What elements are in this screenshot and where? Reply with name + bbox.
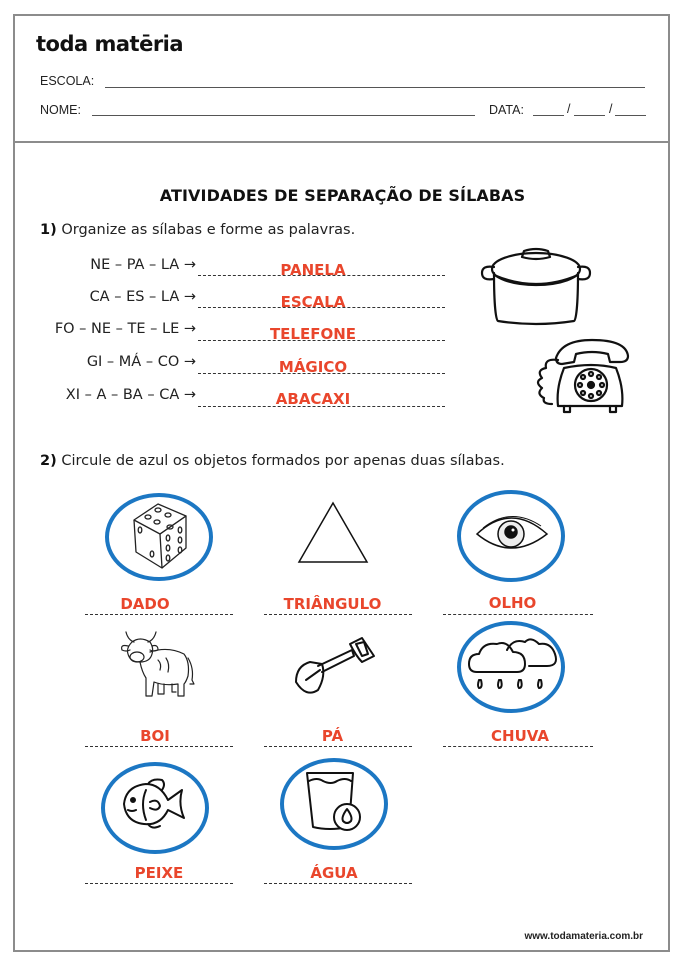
- question-text: Organize as sílabas e forme as palavras.: [61, 222, 356, 238]
- date-label: DATA:: [489, 103, 524, 117]
- answer-word: BOI: [140, 727, 170, 745]
- question-2: [40, 453, 505, 469]
- school-field[interactable]: [105, 87, 645, 88]
- question-number: 1): [40, 222, 57, 238]
- answer-line[interactable]: [85, 614, 233, 615]
- answer-line[interactable]: [264, 883, 412, 884]
- answer-word: MÁGICO: [278, 358, 348, 376]
- triangle-icon: [296, 500, 370, 566]
- answer-line[interactable]: [85, 746, 233, 747]
- rotary-telephone-icon: [532, 338, 632, 414]
- date-year-field[interactable]: [615, 115, 646, 116]
- glass-of-water-icon: [305, 769, 367, 835]
- answer-word: CHUVA: [491, 727, 549, 745]
- syllables: XI – A – BA – CA →: [65, 387, 196, 403]
- question-text: Circule de azul os objetos formados por apenas duas sílabas.: [61, 453, 505, 469]
- answer-word: PEIXE: [134, 864, 184, 882]
- syllables: FO – NE – TE – LE →: [54, 321, 196, 337]
- rain-clouds-icon: [467, 636, 559, 698]
- cooking-pot-icon: [478, 245, 594, 327]
- fish-icon: [120, 776, 190, 832]
- answer-word: OLHO: [488, 594, 537, 612]
- syllables: NE – PA – LA →: [90, 257, 196, 273]
- date-month-field[interactable]: [574, 115, 605, 116]
- syllables: CA – ES – LA →: [89, 289, 196, 305]
- answer-word: DADO: [120, 595, 170, 613]
- footer-url[interactable]: www.todamateria.com.br: [524, 931, 643, 942]
- answer-word: PÁ: [321, 727, 344, 745]
- header-divider: [13, 141, 670, 143]
- name-label: NOME:: [40, 103, 81, 117]
- logo: toda matēria: [36, 32, 184, 56]
- answer-line[interactable]: [443, 746, 593, 747]
- answer-word: ESCALA: [280, 293, 346, 311]
- eye-icon: [475, 510, 549, 556]
- name-field[interactable]: [92, 115, 475, 116]
- date-day-field[interactable]: [533, 115, 564, 116]
- school-label: ESCOLA:: [40, 74, 95, 88]
- answer-word: PANELA: [280, 261, 346, 279]
- answer-line[interactable]: [85, 883, 233, 884]
- answer-word: ÁGUA: [310, 864, 358, 882]
- answer-word: TELEFONE: [269, 325, 357, 343]
- ox-icon: [118, 628, 198, 704]
- answer-line[interactable]: [443, 614, 593, 615]
- shovel-icon: [292, 636, 378, 698]
- answer-line[interactable]: [264, 614, 412, 615]
- dice-icon: [130, 500, 190, 572]
- date-separator: /: [567, 102, 571, 116]
- question-1: [40, 222, 355, 238]
- date-separator: /: [609, 102, 613, 116]
- answer-word: TRIÂNGULO: [283, 595, 382, 613]
- answer-line[interactable]: [264, 746, 412, 747]
- question-number: 2): [40, 453, 57, 469]
- page-title: ATIVIDADES DE SEPARAÇÃO DE SÍLABAS: [159, 186, 526, 205]
- answer-word: ABACAXI: [275, 390, 351, 408]
- syllables: GI – MÁ – CO →: [86, 354, 196, 370]
